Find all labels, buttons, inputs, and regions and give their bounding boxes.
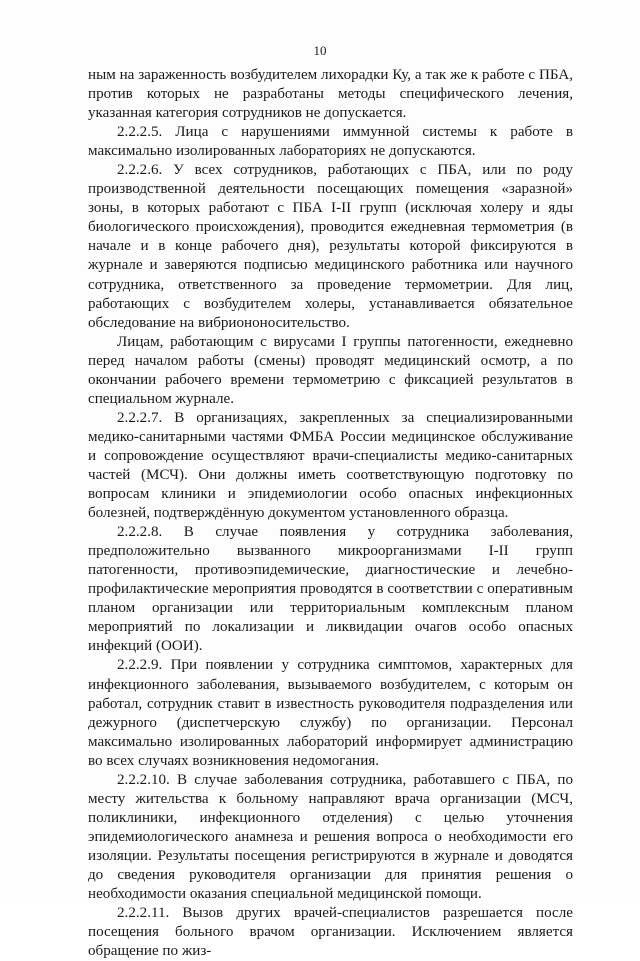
paragraph-2-2-2-8: 2.2.2.8. В случае появления у сотрудника заболевания, предположительно вызванного микроорганизмами I-II групп патогенности, противоэпидемические, диагностические и лечебно-профилактические мероприятия проводятся в соответствии с оперативным планом организации или территориальным комплексным планом мероприятий по локализации и ликвидации очагов особо опасных инфекций (ООИ). [88, 524, 573, 655]
paragraph-2-2-2-11: 2.2.2.11. Вызов других врачей-специалистов разрешается после посещения больного врачом организации. Исключением является обращение по жиз- [88, 905, 573, 960]
paragraph-2-2-2-10: 2.2.2.10. В случае заболевания сотрудника, работавшего с ПБА, по месту жительства к больному направляют врача организации (МСЧ, поликлиники, инфекционного отделения) с целью уточнения эпидемиологического анамнеза и решения вопроса о необходимости его изоляции. Результаты посещения регистрируются в журнале и доводятся до сведения руководителя организации для принятия решения о необходимости оказания специальной медицинской помощи. [88, 771, 573, 903]
paragraph-2-2-2-6: 2.2.2.6. У всех сотрудников, работающих с ПБА, или по роду производственной деятельности посещающих помещения «заразной» зоны, в которых работают с ПБА I-II групп (исключая холеру и яды биологического происхождения), проводится ежедневная термометрия (в начале и в конце рабочего дня), результаты которой фиксируются в журнале и заверяются подписью медицинского работника или научного сотрудника, ответственного за проведение термометрии. Для лиц, работающих с возбудителем холеры, устанавливается обязательное обследование на вибриононосительство. [88, 162, 573, 331]
document-body [88, 66, 573, 961]
paragraph-virus-group-1: Лицам, работающим с вирусами I группы патогенности, ежедневно перед началом работы (смены) проводят медицинский осмотр, а по окончании рабочего времени термометрию с фиксацией результатов в специальном журнале. [88, 333, 573, 407]
paragraph-2-2-2-5: 2.2.2.5. Лица с нарушениями иммунной системы к работе в максимально изолированных лабораториях не допускаются. [88, 124, 573, 160]
paragraph-2-2-2-7: 2.2.2.7. В организациях, закрепленных за специализированными медико-санитарными частями ФМБА России медицинское обслуживание и сопровождение осуществляют врачи-специалисты медико-санитарных частей (МСЧ). Они должны иметь соответствующую подготовку по вопросам клиники и эпидемиологии особо опасных инфекционных болезней, подтверждённую документом установленного образца. [88, 409, 573, 522]
paragraph-continuation: ным на зараженность возбудителем лихорадки Ку, а так же к работе с ПБА, против которых не разработаны методы специфического лечения, указанная категория сотрудников не допускается. [88, 67, 573, 122]
page-number: 10 [313, 43, 327, 58]
paragraph-2-2-2-9: 2.2.2.9. При появлении у сотрудника симптомов, характерных для инфекционного заболевания, вызываемого возбудителем, с которым он работал, сотрудник ставит в известность руководителя подразделения или дежурного (диспетчерскую службу) по организации. Персонал максимально изолированных лабораторий информирует администрацию во всех случаях возникновения недомогания. [88, 657, 573, 769]
